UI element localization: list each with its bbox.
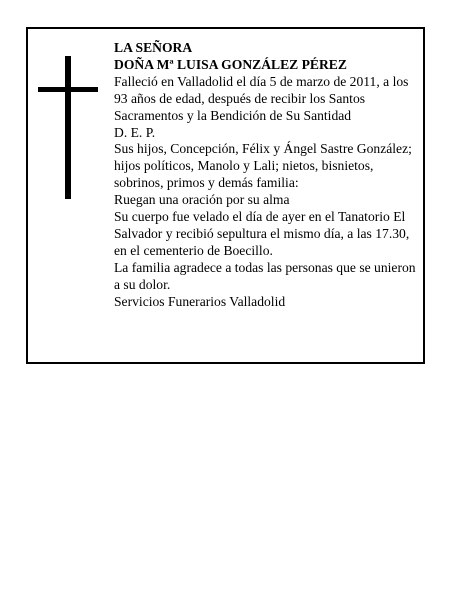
thanks-line: La familia agradece a todas las personas que se unieron a su dolor. xyxy=(114,259,416,292)
cross-vertical-bar xyxy=(65,56,71,199)
cross-icon xyxy=(38,56,98,199)
obituary-notice xyxy=(26,27,425,364)
obituary-text xyxy=(114,40,419,311)
prayer-request: Ruegan una oración por su alma xyxy=(114,192,290,208)
deceased-name: DOÑA Mª LUISA GONZÁLEZ PÉREZ xyxy=(114,56,347,72)
title-line: LA SEÑORA xyxy=(114,40,193,55)
family-line: Sus hijos, Concepción, Félix y Ángel Sastre González; hijos políticos, Manolo y Lali; nietos, bisnietos, sobrinos, primos y demás familia: xyxy=(114,141,412,191)
rip-line: D. E. P. xyxy=(114,124,156,140)
death-details: Falleció en Valladolid el día 5 de marzo de 2011, a los 93 años de edad, después de recibir los Santos Sacramentos y la Bendición de Su Santidad xyxy=(114,73,409,123)
cross-horizontal-bar xyxy=(38,87,98,92)
funeral-home: Servicios Funerarios Valladolid xyxy=(114,293,286,309)
burial-details: Su cuerpo fue velado el día de ayer en el Tanatorio El Salvador y recibió sepultura el mismo día, a las 17.30, en el cementerio de Boecillo. xyxy=(114,209,410,258)
